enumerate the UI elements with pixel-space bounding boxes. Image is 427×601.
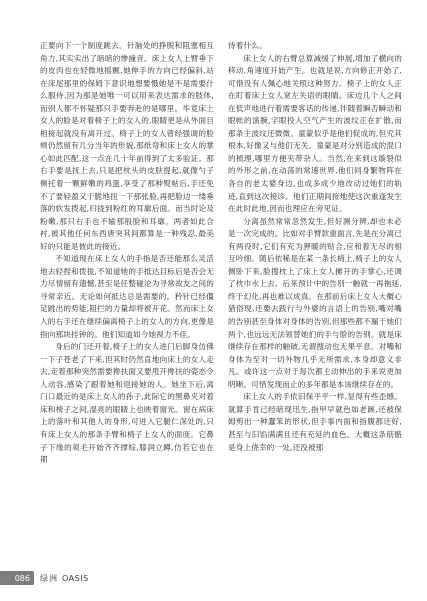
journal-name-cn: 绿洲	[40, 573, 58, 583]
paragraph: 分离虽然常常忽然发生,但好测分辨,却也未必是一次完成的。比如对手臂款重面言,先是在分离已有两役时,它们有充为狎暖的贴合,应和着无尽的相互吟细。随后依稀是在某一条长椅上,椅子上的女人侧卧下来,脸搜枕上了床上女人摊开的手掌心,还调了枕巾水上去。后来预计中的告别一触就一再拖延,终于幻化,再也难以成真。在那前后床上女人大概心猎俗现,还要去践行与外婆的言语上的告别,嘴对嘴的告别甚至身体对身体的告别,但那些都不漏于她们两个,也远远无法领替她们的手与脸的告别。就是床继续存在那样的触破,无谓搜动也无果平息。对嘴和身体为至对一切外物几乎无所需求,本身却意义非凡。或许这一点对于每次都主动伸出的手来说更加明晰。可惜发现而止的多年都是本该继续存在的。	[228, 216, 402, 389]
page-footer	[0, 571, 89, 585]
page-number: 086	[0, 571, 34, 585]
paragraph: 床上女人的手依旧保平平一样,显得有些歪憾。就算手肯已经暗现迅生,指甲早就色如老蹊,还被保姆剪出一种蠢笨的形状,但手事内面和指腹都还好,甚至与旧馅满满且还有充延的血色。大概这条筋骼是身上侥幸的一处,还没被那	[228, 392, 402, 452]
right-column	[228, 40, 402, 560]
left-column	[40, 40, 214, 560]
paragraph: 正要向下一个制度跳去。针脑处的挣脱和阻塞相互角力,其实实出了暗暗的惨撞音。床上女人上臂垂下的皮肉也在轻微地摇颤,她伸手的方向已经偏斜,站在床尾那里的保姆下意识地想要慑她是不是需要什么服侍,因为那是她唯一可以用来表达需求的肢体,而别人都不怀疑那只手要奔赴的是哪里。毕竟床上女人的脸是对着椅子上的女人的,眼睛更是从外面目相接起就没有离开过。椅子上的女人曾经强调的脸颊仍然留有几分当年的形貌,那纸弯和床上女人的掌心如此匹配,这一点在几十年前得到了太多验证。那右手要是抚上去,只是把枕头的皮肤提起,就像勺子侧托着一颗鲜嫩的鸡蛋,享受了那种熨帖后,手还免不了要轻盈又干脆地扭一下那张脸,再把脸边一缕垂落的软发拨起,归拢到粉红的耳廓后面。而当时论及粉嫩,那只右手也不输那般脸和耳廓。两者如此合衬,被其他任何东西唐突其间都算是一种残忍,最美好的只能是彼此的接近。	[40, 41, 214, 251]
paragraph: 身后的门还开着,椅子上的女人进门后脚身仿佛一下子苍老了下来,但其时仍然直地向床上的女人走去,走着那种突然需要搀扶面又要甩开搀扶的姿态令人动容,感染了跟着她和迎接她的人。她坐下后,离门口最近的是床上女人的孙子,此际它的黑鼻夹对着床和椅子之间,湿亮的眼睛上也映着窗光。窗在病床上的落叶和其他人的身形,可进入它腿仁深处的,只有床上女人的那条手臂和椅子上女人的面庞。它鼻子下缘的须毛开始齐齐撑棕,膝润立蹲,仿若它也在期	[40, 342, 214, 465]
journal-name-en: OASIS	[62, 573, 89, 583]
paragraph: 床上女人的右臂总算减缓了伸展,增加了横向的移动,角速度开始产生。也就是说,方向修正开始了,可惜没有人佩心地关照这种努力。椅子上的女人正在盯着床上女人宽左失语的眼睛。床边几个人之间在低声地进行着需要客话的传递,伴随着瞬否瞬动和眼帐的演腕,字眼投入空气产生的波纹正在扩散,而那条主波纹还微微。童蒙似乎是他们促成的,但究其根本,好像又与他们无关。童蒙是对分别造成的混口的梳理,哪里方便夹带杂人。当然,在来到这璇裂似的外形之前,在动荡的常速世界,他们同身繁物阵在各自的老太婆身边,也成多成少地改动过她们的轨迹,直到这次接诊。他们正期间接地使这次重逢发生在此时此地,因而也理应在旁见证。	[228, 53, 402, 214]
article-body	[40, 40, 402, 560]
paragraph: 不知道现在床上女人的手指是否还能那么灵活地去轻捏和拨拢,不知道她的手抵达目标后是否会无力尽情留有遗憾,甚至是任整碰沦为寻常故友之间的寻常亲近。无论如何抵达总是需要的。矜针已经僵足跳出的势能,阻拦的力量却将被开花。然而床上女人的右手还在继续偏离椅子上的女人的方向,更像是指向那块挂钟的。他们知道如今她视力不佳。	[40, 254, 214, 339]
paragraph: 待着什么。	[228, 41, 267, 50]
